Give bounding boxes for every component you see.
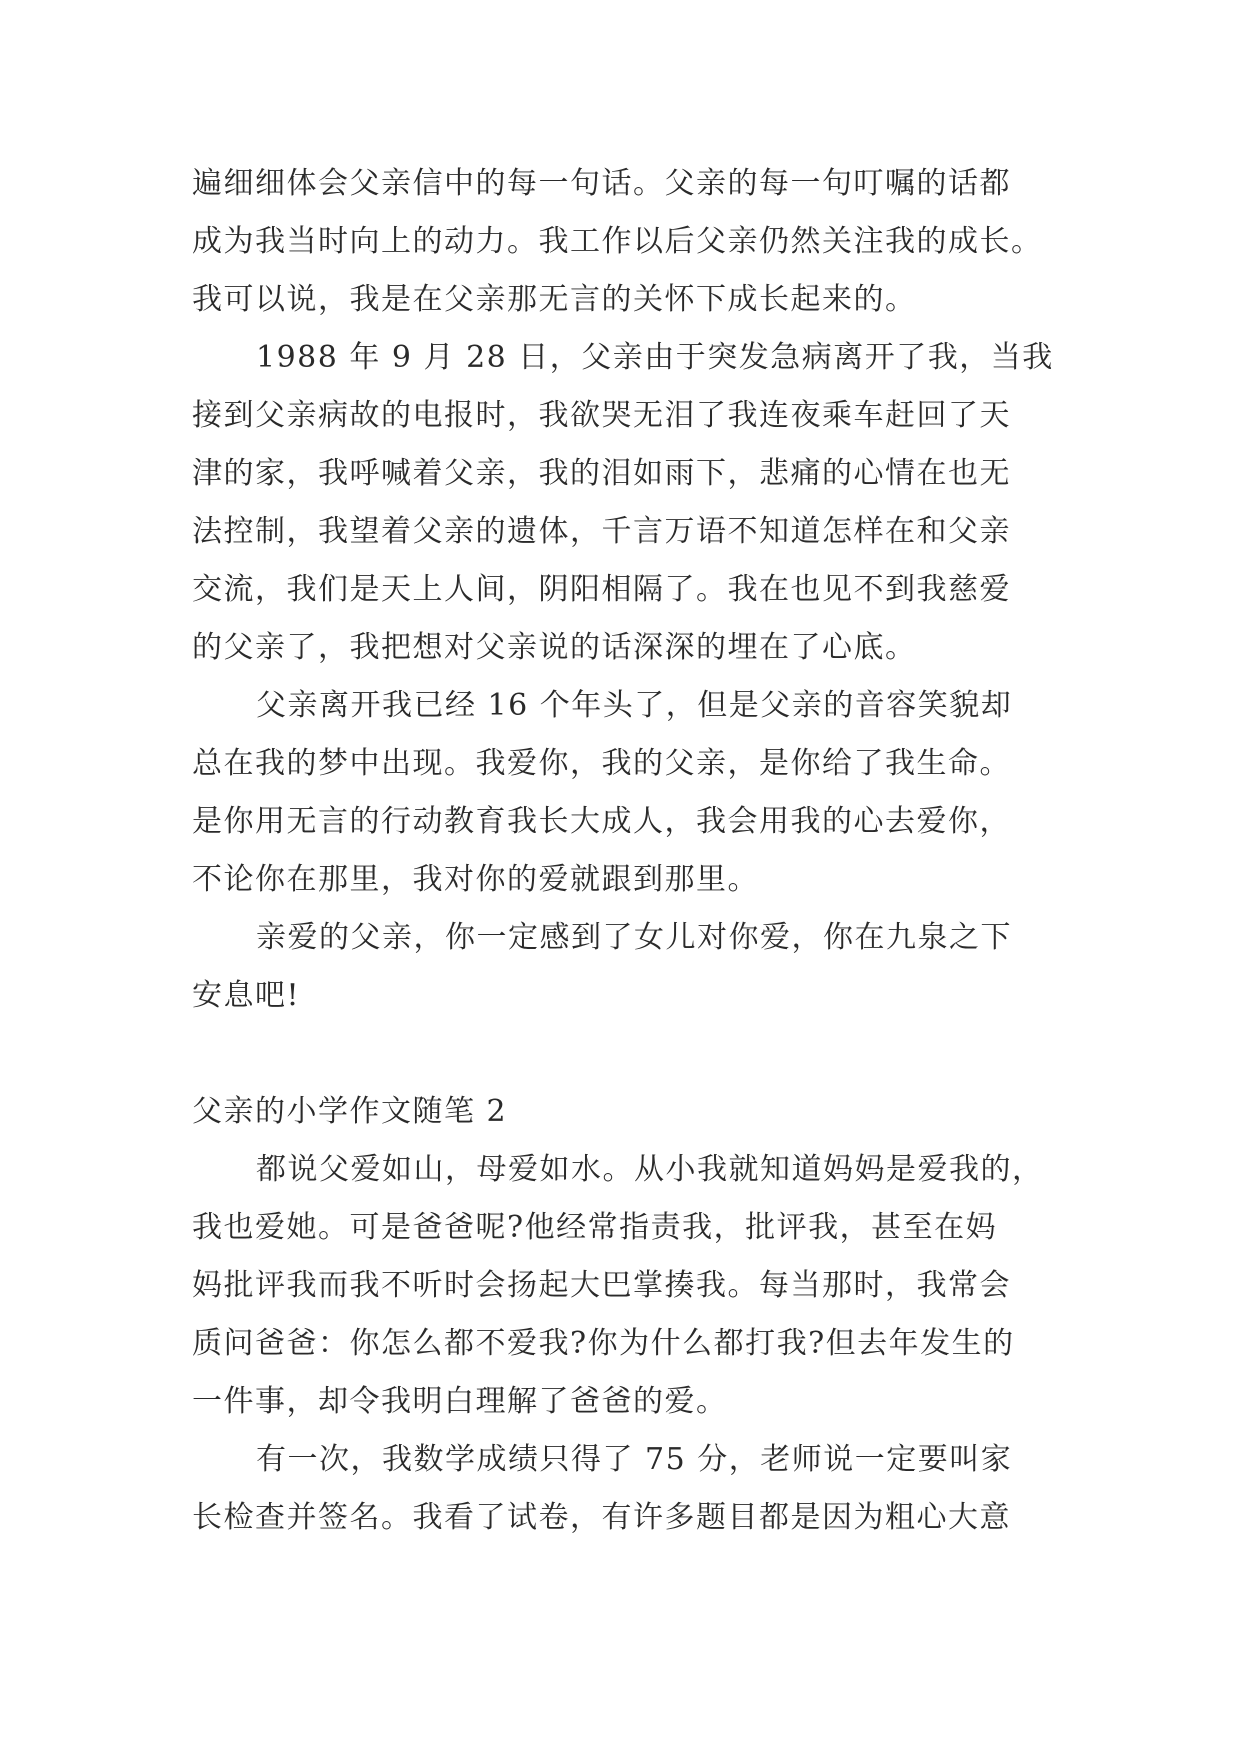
text-line: 一件事，却令我明白理解了爸爸的爱。 xyxy=(192,1384,728,1419)
text-line: 交流，我们是天上人间，阴阳相隔了。我在也见不到我慈爱 xyxy=(192,572,1011,607)
paragraph-start-line: 都说父爱如山，母爱如水。从小我就知道妈妈是爱我的， xyxy=(256,1152,1044,1187)
text-line: 质问爸爸：你怎么都不爱我?你为什么都打我?但去年发生的 xyxy=(192,1326,1015,1361)
text-line: 总在我的梦中出现。我爱你，我的父亲，是你给了我生命。 xyxy=(192,746,1011,781)
text-line: 法控制，我望着父亲的遗体，千言万语不知道怎样在和父亲 xyxy=(192,514,1011,549)
text-line: 不论你在那里，我对你的爱就跟到那里。 xyxy=(192,862,759,897)
text-line: 安息吧! xyxy=(192,978,301,1013)
text-line: 我也爱她。可是爸爸呢?他经常指责我，批评我，甚至在妈 xyxy=(192,1210,998,1245)
text-line: 妈批评我而我不听时会扬起大巴掌揍我。每当那时，我常会 xyxy=(192,1268,1011,1303)
paragraph-start-line: 有一次，我数学成绩只得了 75 分，老师说一定要叫家 xyxy=(256,1442,1013,1477)
text-line: 成为我当时向上的动力。我工作以后父亲仍然关注我的成长。 xyxy=(192,224,1043,259)
text-line: 的父亲了，我把想对父亲说的话深深的埋在了心底。 xyxy=(192,630,917,665)
text-line: 津的家，我呼喊着父亲，我的泪如雨下，悲痛的心情在也无 xyxy=(192,456,1011,491)
text-line: 接到父亲病故的电报时，我欲哭无泪了我连夜乘车赶回了天 xyxy=(192,398,1011,433)
text-line: 是你用无言的行动教育我长大成人，我会用我的心去爱你， xyxy=(192,804,1011,839)
paragraph-start-line: 亲爱的父亲，你一定感到了女儿对你爱，你在九泉之下 xyxy=(256,920,1012,955)
text-line: 遍细细体会父亲信中的每一句话。父亲的每一句叮嘱的话都 xyxy=(192,166,1011,201)
text-line: 我可以说，我是在父亲那无言的关怀下成长起来的。 xyxy=(192,282,917,317)
paragraph-start-line: 父亲离开我已经 16 个年头了，但是父亲的音容笑貌却 xyxy=(256,688,1013,723)
text-line: 长检查并签名。我看了试卷，有许多题目都是因为粗心大意 xyxy=(192,1500,1011,1535)
paragraph-start-line: 1988 年 9 月 28 日，父亲由于突发急病离开了我，当我 xyxy=(256,340,1054,375)
section-title: 父亲的小学作文随笔 2 xyxy=(192,1094,508,1129)
